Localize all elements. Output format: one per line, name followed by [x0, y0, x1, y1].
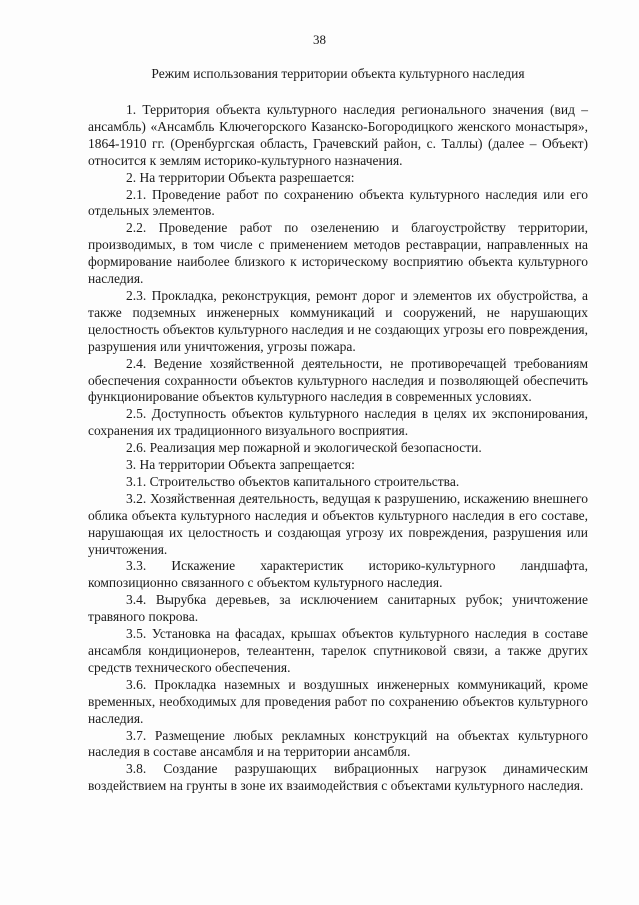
paragraph-2-4: 2.4. Ведение хозяйственной деятельности, не противоречащей требованиям обеспечения сохранности объектов культурного наследия и позволяющей обеспечить функционирование объектов культурного наследия в современных условиях. — [88, 355, 588, 405]
document-title: Режим использования территории объекта культурного наследия — [151, 66, 525, 81]
paragraph-3-2: 3.2. Хозяйственная деятельность, ведущая к разрушению, искажению внешнего облика объекта культурного наследия и объектов культурного наследия в его составе, нарушающая их целостность и создающая угрозу их повреждения, разрушения или уничтожения. — [88, 490, 588, 557]
document-body — [88, 102, 588, 795]
paragraph-3-7: 3.7. Размещение любых рекламных конструкций на объектах культурного наследия в составе ансамбля и на территории ансамбля. — [88, 727, 588, 760]
paragraph-3-8: 3.8. Создание разрушающих вибрационных нагрузок динамическим воздействием на грунты в зоне их взаимодействия с объектами культурного наследия. — [88, 761, 588, 794]
paragraph-3-4: 3.4. Вырубка деревьев, за исключением санитарных рубок; уничтожение травяного покрова. — [88, 592, 588, 625]
paragraph-2-3: 2.3. Прокладка, реконструкция, ремонт дорог и элементов их обустройства, а также подземных инженерных коммуникаций и сооружений, не нарушающих целостность объектов культурного наследия и не создающих угрозы его повреждения, разрушения или уничтожения, угрозы пожара. — [88, 287, 588, 354]
paragraph-2-1: 2.1. Проведение работ по сохранению объекта культурного наследия или его отдельных элементов. — [88, 186, 588, 219]
paragraph-3-3: 3.3. Искажение характеристик историко-культурного ландшафта, композиционно связанного с объектом культурного наследия. — [88, 558, 588, 591]
page-number: 38 — [313, 32, 326, 47]
paragraph-3-6: 3.6. Прокладка наземных и воздушных инженерных коммуникаций, кроме временных, необходимых для проведения работ по сохранению объектов культурного наследия. — [88, 676, 588, 726]
paragraph-2-2: 2.2. Проведение работ по озеленению и благоустройству территории, производимых, в том числе с применением методов реставрации, направленных на формирование наиболее близкого к историческому восприятию объекта культурного наследия. — [88, 220, 588, 287]
paragraph-3-5: 3.5. Установка на фасадах, крышах объектов культурного наследия в составе ансамбля кондиционеров, телеантенн, тарелок спутниковой связи, а также других средств технического обеспечения. — [88, 626, 588, 675]
paragraph-1: 1. Территория объекта культурного наследия регионального значения (вид – ансамбль) «Ансамбль Ключегорского Казанско-Богородицкого женского монастыря», 1864-1910 гг. (Оренбургская область, Грачевский район, с. Таллы) (далее – Объект) относится к землям историко-культурного назначения. — [88, 102, 588, 168]
paragraph-3-1: 3.1. Строительство объектов капитального строительства. — [126, 473, 460, 489]
paragraph-2: 2. На территории Объекта разрешается: — [126, 169, 355, 185]
paragraph-2-5: 2.5. Доступность объектов культурного наследия в целях их экспонирования, сохранения их традиционного визуального восприятия. — [88, 406, 588, 439]
paragraph-3: 3. На территории Объекта запрещается: — [126, 457, 355, 473]
paragraph-2-6: 2.6. Реализация мер пожарной и экологической безопасности. — [126, 440, 482, 456]
